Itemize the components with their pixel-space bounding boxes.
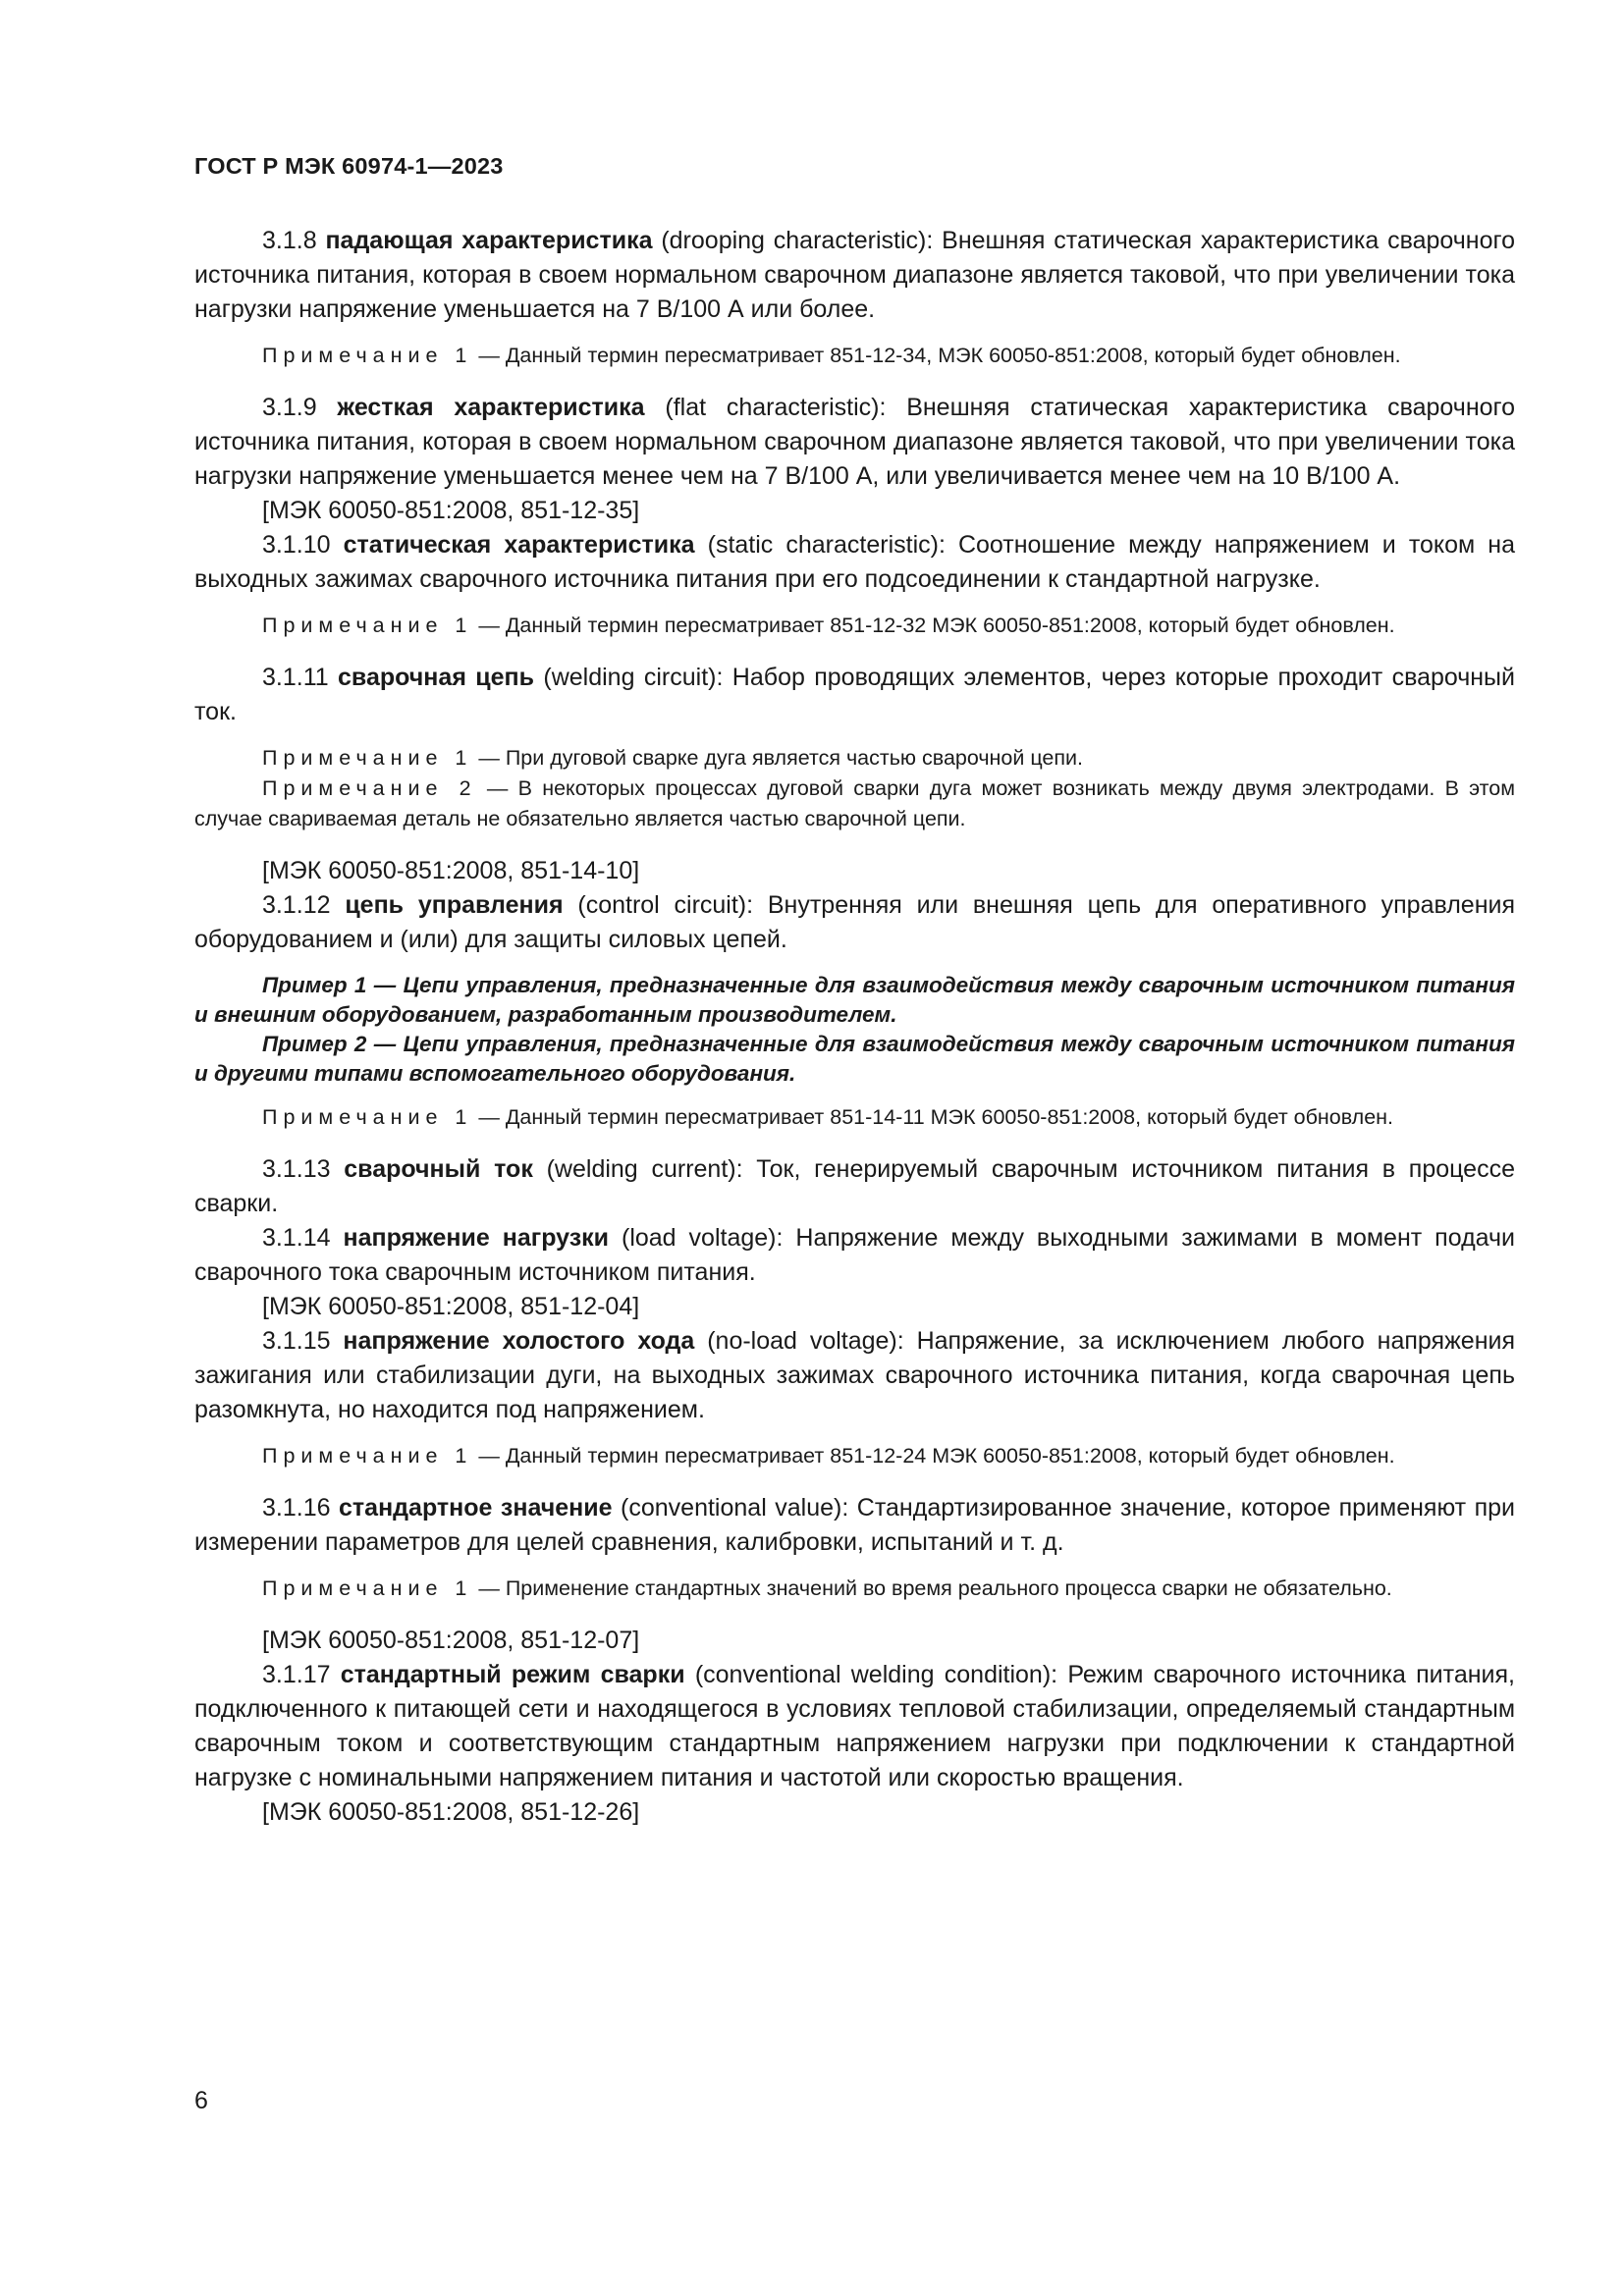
note-2-3-1-11 [194, 774, 1515, 834]
note-label: Примечание 1 [262, 1105, 473, 1129]
note-1-3-1-11 [194, 743, 1515, 774]
term-number: 3.1.16 [262, 1494, 331, 1522]
term-3-1-15 [194, 1324, 1515, 1427]
example-2-3-1-12: Пример 2 — Цепи управления, предназначенные для взаимодействия между сварочным источником питания и другими типами вспомогательного оборудования. [194, 1032, 1515, 1086]
term-definition: (conventional welding condition): Режим сварочного источника питания, подключенного к питающей сети и находящегося в условиях тепловой стабилизации, определяемый стандартным сварочным током и соответствующим стандартным напряжением нагрузки при подключении к стандартной нагрузке с номинальными напряжением питания и частотой или скоростью вращения. [194, 1661, 1515, 1791]
term-title: напряжение холостого хода [343, 1327, 695, 1355]
note-text: — Применение стандартных значений во время реального процесса сварки не обязательно. [478, 1576, 1392, 1600]
note-3-1-12 [194, 1102, 1515, 1133]
term-definition: (conventional value): Стандартизированное значение, которое применяют при измерении параметров для целей сравнения, калибровки, испытаний и т. д. [194, 1494, 1516, 1556]
term-title: статическая характеристика [343, 531, 695, 559]
term-3-1-8 [194, 224, 1515, 327]
term-definition: (no-load voltage): Напряжение, за исключением любого напряжения зажигания или стабилизации дуги, на выходных зажимах сварочного источника питания, когда сварочная цепь разомкнута, но находится под напряжением. [194, 1327, 1516, 1423]
note-text: — Данный термин пересматривает 851-12-34, МЭК 60050-851:2008, который будет обновлен. [478, 344, 1401, 367]
term-definition: (control circuit): Внутренняя или внешняя цепь для оперативного управления оборудованием и (или) для защиты силовых цепей. [194, 891, 1515, 953]
note-label: Примечание 2 [262, 776, 477, 800]
note-label: Примечание 1 [262, 614, 473, 637]
reference-3-1-14: [МЭК 60050-851:2008, 851-12-04] [262, 1293, 640, 1320]
reference-3-1-11: [МЭК 60050-851:2008, 851-14-10] [262, 857, 640, 884]
term-3-1-12 [194, 888, 1515, 957]
note-label: Примечание 1 [262, 1444, 473, 1468]
term-number: 3.1.11 [262, 664, 329, 691]
term-3-1-17 [194, 1658, 1515, 1795]
note-text: — Данный термин пересматривает 851-14-11 МЭК 60050-851:2008, который будет обновлен. [478, 1105, 1394, 1129]
term-3-1-13 [194, 1152, 1515, 1221]
term-number: 3.1.17 [262, 1661, 331, 1688]
term-definition: (flat characteristic): Внешняя статическая характеристика сварочного источника питания, которая в своем нормальном сварочном диапазоне является таковой, что при увеличении тока нагрузки напряжение уменьшается менее чем на 7 В/100 А, или увеличивается менее чем на 10 В/100 А. [194, 394, 1515, 490]
term-definition: (load voltage): Напряжение между выходными зажимами в момент подачи сварочного тока сварочным источником питания. [194, 1224, 1515, 1286]
term-title: стандартный режим сварки [340, 1661, 685, 1688]
term-title: сварочный ток [344, 1155, 533, 1183]
term-number: 3.1.12 [262, 891, 331, 919]
term-number: 3.1.9 [262, 394, 317, 421]
term-number: 3.1.13 [262, 1155, 331, 1183]
page-number: 6 [194, 2087, 208, 2114]
term-number: 3.1.8 [262, 227, 317, 254]
note-3-1-15 [194, 1441, 1515, 1471]
term-3-1-9 [194, 391, 1515, 494]
term-3-1-14 [194, 1221, 1515, 1290]
note-label: Примечание 1 [262, 344, 473, 367]
term-title: цепь управления [345, 891, 564, 919]
term-number: 3.1.10 [262, 531, 331, 559]
term-definition: (welding current): Ток, генерируемый сварочным источником питания в процессе сварки. [194, 1155, 1515, 1217]
term-title: падающая характеристика [325, 227, 653, 254]
reference-3-1-16: [МЭК 60050-851:2008, 851-12-07] [262, 1627, 640, 1654]
term-title: сварочная цепь [338, 664, 535, 691]
note-3-1-8 [194, 341, 1515, 371]
document-header: ГОСТ Р МЭК 60974-1—2023 [194, 153, 504, 179]
term-3-1-10 [194, 528, 1515, 597]
term-title: напряжение нагрузки [343, 1224, 610, 1252]
term-number: 3.1.14 [262, 1224, 331, 1252]
note-3-1-16 [194, 1574, 1515, 1604]
note-text: — В некоторых процессах дуговой сварки дуга может возникать между двумя электродами. В этом случае свариваемая деталь не обязательно является частью сварочной цепи. [194, 776, 1516, 830]
term-definition: (drooping characteristic): Внешняя статическая характеристика сварочного источника питания, которая в своем нормальном сварочном диапазоне является таковой, что при увеличении тока нагрузки напряжение уменьшается на 7 В/100 А или более. [194, 227, 1515, 323]
term-3-1-16 [194, 1491, 1515, 1560]
term-definition: (static characteristic): Соотношение между напряжением и током на выходных зажимах сварочного источника питания при его подсоединении к стандартной нагрузке. [194, 531, 1515, 593]
note-label: Примечание 1 [262, 746, 473, 770]
reference-3-1-17: [МЭК 60050-851:2008, 851-12-26] [262, 1798, 640, 1826]
example-1-3-1-12: Пример 1 — Цепи управления, предназначенные для взаимодействия между сварочным источником питания и внешним оборудованием, разработанным производителем. [194, 973, 1515, 1027]
note-text: — При дуговой сварке дуга является частью сварочной цепи. [478, 746, 1084, 770]
document-body [194, 224, 1515, 1830]
note-label: Примечание 1 [262, 1576, 473, 1600]
note-text: — Данный термин пересматривает 851-12-24 МЭК 60050-851:2008, который будет обновлен. [478, 1444, 1395, 1468]
term-number: 3.1.15 [262, 1327, 331, 1355]
reference-3-1-9: [МЭК 60050-851:2008, 851-12-35] [262, 497, 640, 524]
term-title: жесткая характеристика [337, 394, 645, 421]
note-text: — Данный термин пересматривает 851-12-32 МЭК 60050-851:2008, который будет обновлен. [478, 614, 1395, 637]
note-3-1-10 [194, 611, 1515, 641]
term-3-1-11 [194, 661, 1515, 729]
term-title: стандартное значение [339, 1494, 613, 1522]
term-definition: (welding circuit): Набор проводящих элементов, через которые проходит сварочный ток. [194, 664, 1515, 725]
